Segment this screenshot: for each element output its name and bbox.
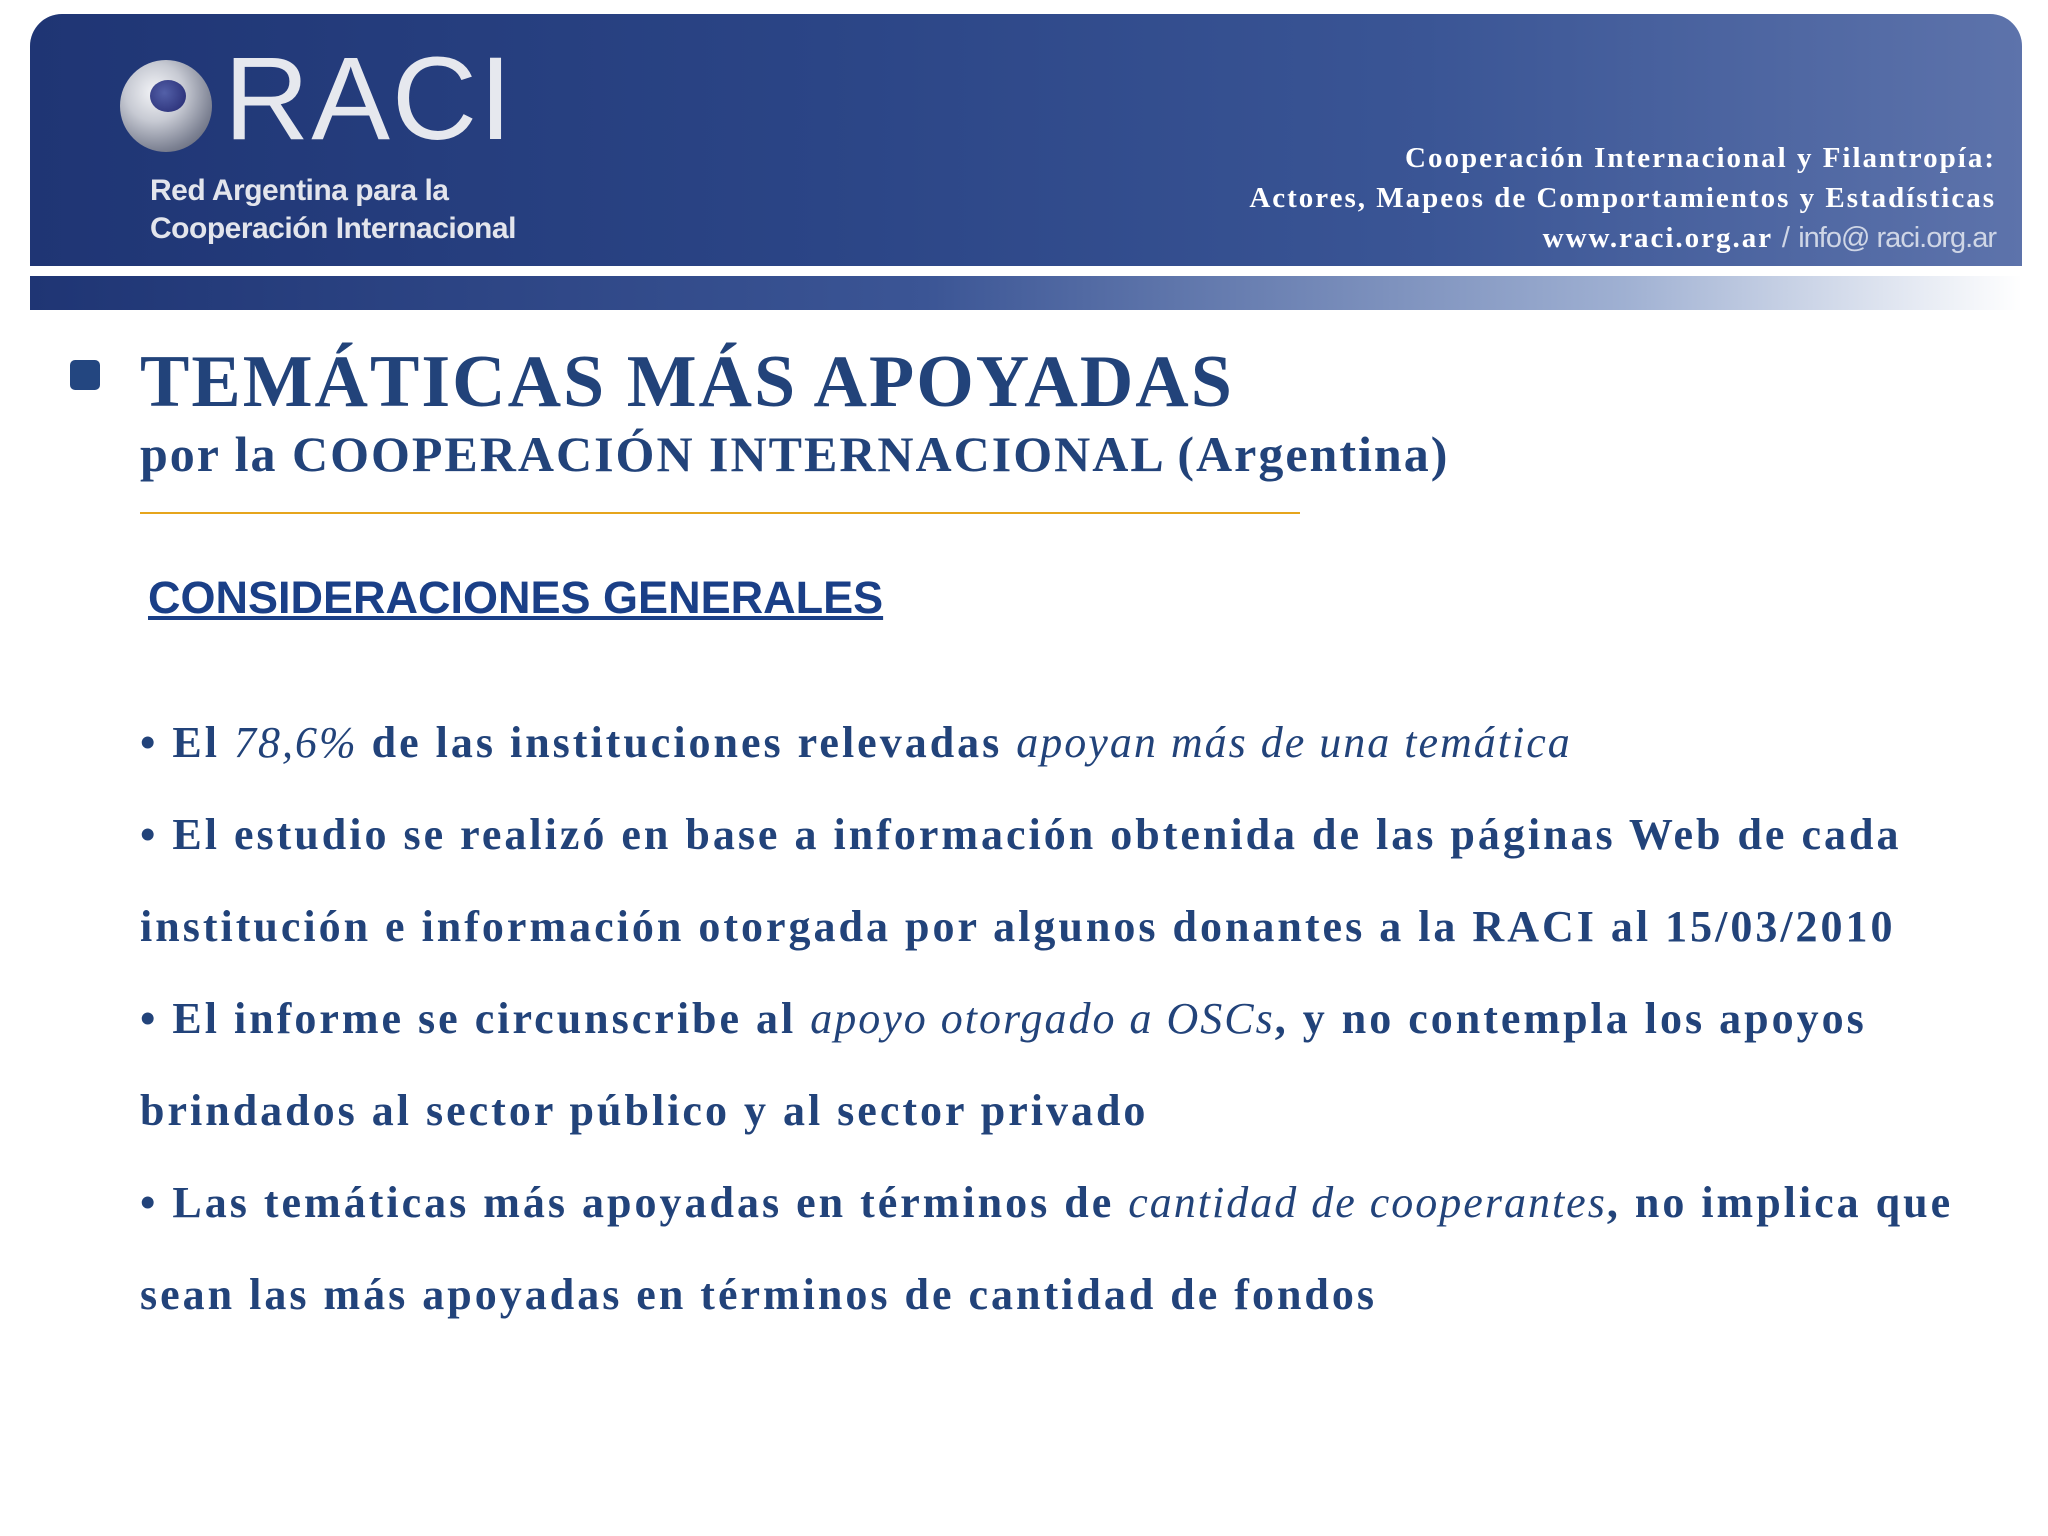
separator: / [1781, 222, 1789, 254]
header-contact [1249, 218, 1996, 258]
logo-subtitle-line1: Red Argentina para la [150, 174, 449, 207]
bullet-emphasis: apoyan más de una temática [1016, 718, 1572, 767]
header-stripe [30, 276, 2022, 310]
logo-subtitle-line2: Cooperación Internacional [150, 212, 516, 245]
title-sub: por la COOPERACIÓN INTERNACIONAL (Argentina) [140, 426, 1450, 482]
header-info-line1: Cooperación Internacional y Filantropía: [1405, 142, 1996, 174]
bullet-text: de las instituciones relevadas [357, 718, 1017, 767]
bullet-item [140, 697, 2020, 789]
bullet-text: • El informe se circunscribe al [140, 994, 811, 1043]
bullet-text: , y no contempla los apoyos brindados al sector público y al sector privado [140, 994, 1867, 1135]
bullet-item: • El estudio se realizó en base a información obtenida de las páginas Web de cada institución e información otorgada por algunos donantes a la RACI al 15/03/2010 [140, 810, 1902, 951]
email-link[interactable]: info@ raci.org.ar [1798, 222, 1996, 254]
bullet-text: • Las temáticas más apoyadas en términos de [140, 1178, 1129, 1227]
slide-title [140, 340, 1449, 484]
title-underline [140, 512, 1300, 514]
header-info-line2: Actores, Mapeos de Comportamientos y Estadísticas [1249, 182, 1996, 214]
bullet-text: • El [140, 718, 234, 767]
title-bullet-icon [70, 360, 100, 390]
bullet-emphasis: 78,6% [233, 718, 358, 767]
bullet-text: , no implica que sean las más apoyadas en términos de cantidad de fondos [140, 1178, 1954, 1319]
bullet-emphasis: apoyo otorgado a OSCs [810, 994, 1275, 1043]
section-heading: CONSIDERACIONES GENERALES [148, 572, 884, 623]
bullet-item [140, 1157, 2020, 1341]
header-banner [30, 14, 2022, 266]
logo-subtitle [150, 172, 550, 248]
bullet-emphasis: cantidad de cooperantes [1128, 1178, 1607, 1227]
bullet-list [140, 697, 2020, 1341]
logo-word: RACI [224, 33, 514, 165]
title-main: TEMÁTICAS MÁS APOYADAS [140, 341, 1234, 423]
logo-orb-icon [120, 60, 212, 152]
website-link[interactable]: www.raci.org.ar [1542, 222, 1773, 254]
header-info [1249, 138, 1996, 258]
bullet-item [140, 973, 2020, 1157]
